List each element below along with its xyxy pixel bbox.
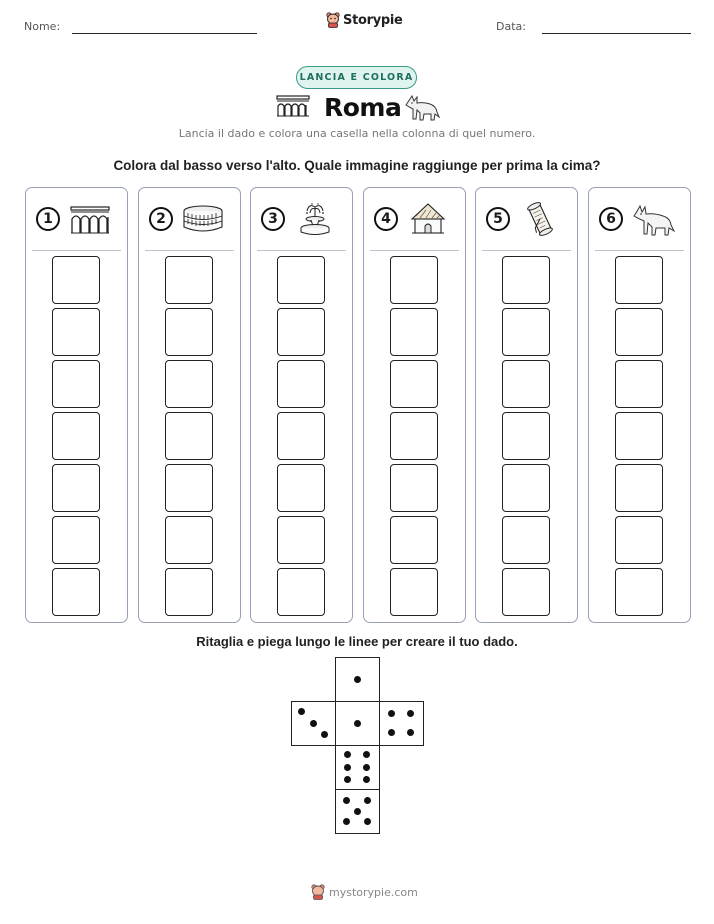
die-pip bbox=[344, 776, 351, 783]
aqueduct-icon bbox=[68, 201, 112, 237]
column-divider bbox=[595, 250, 684, 251]
die-pip bbox=[388, 710, 395, 717]
color-cell[interactable] bbox=[165, 308, 213, 356]
color-cell[interactable] bbox=[165, 412, 213, 460]
column-header bbox=[589, 188, 690, 250]
column-header bbox=[364, 188, 465, 250]
die-pip bbox=[343, 818, 350, 825]
color-cell[interactable] bbox=[52, 516, 100, 564]
column-number: 5 bbox=[486, 207, 510, 231]
column-header bbox=[251, 188, 352, 250]
name-label: Nome: bbox=[24, 20, 61, 33]
column-3 bbox=[250, 187, 353, 623]
color-cell[interactable] bbox=[615, 308, 663, 356]
color-cell[interactable] bbox=[165, 568, 213, 616]
color-cell[interactable] bbox=[165, 256, 213, 304]
die-face-3 bbox=[291, 701, 336, 746]
subtitle: Lancia il dado e colora una casella nella colonna di quel numero. bbox=[178, 127, 536, 140]
color-cell[interactable] bbox=[615, 568, 663, 616]
die-face-5 bbox=[335, 789, 380, 834]
color-cell[interactable] bbox=[502, 464, 550, 512]
color-cell[interactable] bbox=[52, 360, 100, 408]
column-number: 2 bbox=[149, 207, 173, 231]
color-cell[interactable] bbox=[52, 568, 100, 616]
die-pip bbox=[344, 764, 351, 771]
color-cell[interactable] bbox=[165, 360, 213, 408]
column-6 bbox=[588, 187, 691, 623]
color-cell[interactable] bbox=[277, 412, 325, 460]
color-cell[interactable] bbox=[390, 516, 438, 564]
column-number: 1 bbox=[36, 207, 60, 231]
column-number: 6 bbox=[599, 207, 623, 231]
color-cell[interactable] bbox=[52, 308, 100, 356]
die-pip bbox=[321, 731, 328, 738]
color-cell[interactable] bbox=[390, 464, 438, 512]
column-header bbox=[139, 188, 240, 250]
die-pip bbox=[364, 818, 371, 825]
color-cell[interactable] bbox=[277, 256, 325, 304]
die-pip bbox=[407, 729, 414, 736]
die-face-6 bbox=[335, 745, 380, 790]
die-pip bbox=[343, 797, 350, 804]
die-pip bbox=[363, 776, 370, 783]
scroll-icon bbox=[518, 201, 562, 237]
color-cell[interactable] bbox=[277, 568, 325, 616]
die-pip bbox=[407, 710, 414, 717]
die-pip bbox=[354, 720, 361, 727]
color-cell[interactable] bbox=[615, 464, 663, 512]
color-cell[interactable] bbox=[615, 360, 663, 408]
color-cell[interactable] bbox=[165, 516, 213, 564]
title-row bbox=[276, 92, 441, 124]
column-divider bbox=[370, 250, 459, 251]
footer bbox=[311, 884, 418, 900]
column-divider bbox=[32, 250, 121, 251]
color-cell[interactable] bbox=[502, 256, 550, 304]
die-pip bbox=[364, 797, 371, 804]
color-cell[interactable] bbox=[390, 308, 438, 356]
die-pip bbox=[363, 751, 370, 758]
die-pip bbox=[354, 676, 361, 683]
column-5 bbox=[475, 187, 578, 623]
hut-icon bbox=[406, 201, 450, 237]
color-cell[interactable] bbox=[615, 516, 663, 564]
column-1 bbox=[25, 187, 128, 623]
die-pip bbox=[363, 764, 370, 771]
color-cell[interactable] bbox=[277, 308, 325, 356]
color-cell[interactable] bbox=[277, 516, 325, 564]
activity-badge-label: LANCIA E COLORA bbox=[299, 72, 414, 83]
name-line[interactable] bbox=[72, 33, 257, 34]
column-2 bbox=[138, 187, 241, 623]
wolf-icon bbox=[631, 201, 675, 237]
column-header bbox=[26, 188, 127, 250]
color-cell[interactable] bbox=[165, 464, 213, 512]
cut-instruction: Ritaglia e piega lungo le linee per creare il tuo dado. bbox=[196, 634, 518, 649]
color-cell[interactable] bbox=[52, 464, 100, 512]
die-pip bbox=[344, 751, 351, 758]
color-cell[interactable] bbox=[390, 412, 438, 460]
fountain-icon bbox=[293, 201, 337, 237]
wolf-icon bbox=[404, 92, 440, 122]
color-cell[interactable] bbox=[277, 464, 325, 512]
column-divider bbox=[145, 250, 234, 251]
die-face-4 bbox=[379, 701, 424, 746]
die-pip bbox=[310, 720, 317, 727]
color-cell[interactable] bbox=[502, 360, 550, 408]
brand-logo bbox=[326, 12, 403, 28]
date-line[interactable] bbox=[542, 33, 691, 34]
column-number: 4 bbox=[374, 207, 398, 231]
color-cell[interactable] bbox=[615, 256, 663, 304]
storypie-mascot-icon bbox=[311, 884, 325, 900]
color-cell[interactable] bbox=[277, 360, 325, 408]
color-cell[interactable] bbox=[502, 516, 550, 564]
activity-badge bbox=[296, 66, 417, 89]
column-divider bbox=[482, 250, 571, 251]
die-face-1 bbox=[335, 657, 380, 702]
color-cell[interactable] bbox=[390, 360, 438, 408]
instruction: Colora dal basso verso l'alto. Quale immagine raggiunge per prima la cima? bbox=[113, 158, 601, 173]
footer-url[interactable]: mystorypie.com bbox=[329, 885, 418, 899]
die-pip bbox=[298, 708, 305, 715]
color-cell[interactable] bbox=[502, 568, 550, 616]
color-cell[interactable] bbox=[502, 412, 550, 460]
storypie-mascot-icon bbox=[326, 12, 340, 28]
color-cell[interactable] bbox=[52, 412, 100, 460]
color-cell[interactable] bbox=[390, 568, 438, 616]
color-cell[interactable] bbox=[52, 256, 100, 304]
date-label: Data: bbox=[496, 20, 526, 33]
die-face-1 bbox=[335, 701, 380, 746]
brand-name: Storypie bbox=[343, 12, 403, 28]
die-pip bbox=[354, 808, 361, 815]
column-number: 3 bbox=[261, 207, 285, 231]
page-title: Roma bbox=[324, 93, 402, 122]
column-divider bbox=[257, 250, 346, 251]
die-pip bbox=[388, 729, 395, 736]
color-cell[interactable] bbox=[390, 256, 438, 304]
aqueduct-icon bbox=[276, 95, 310, 117]
column-header bbox=[476, 188, 577, 250]
colosseum-icon bbox=[181, 201, 225, 237]
color-cell[interactable] bbox=[615, 412, 663, 460]
column-4 bbox=[363, 187, 466, 623]
color-cell[interactable] bbox=[502, 308, 550, 356]
